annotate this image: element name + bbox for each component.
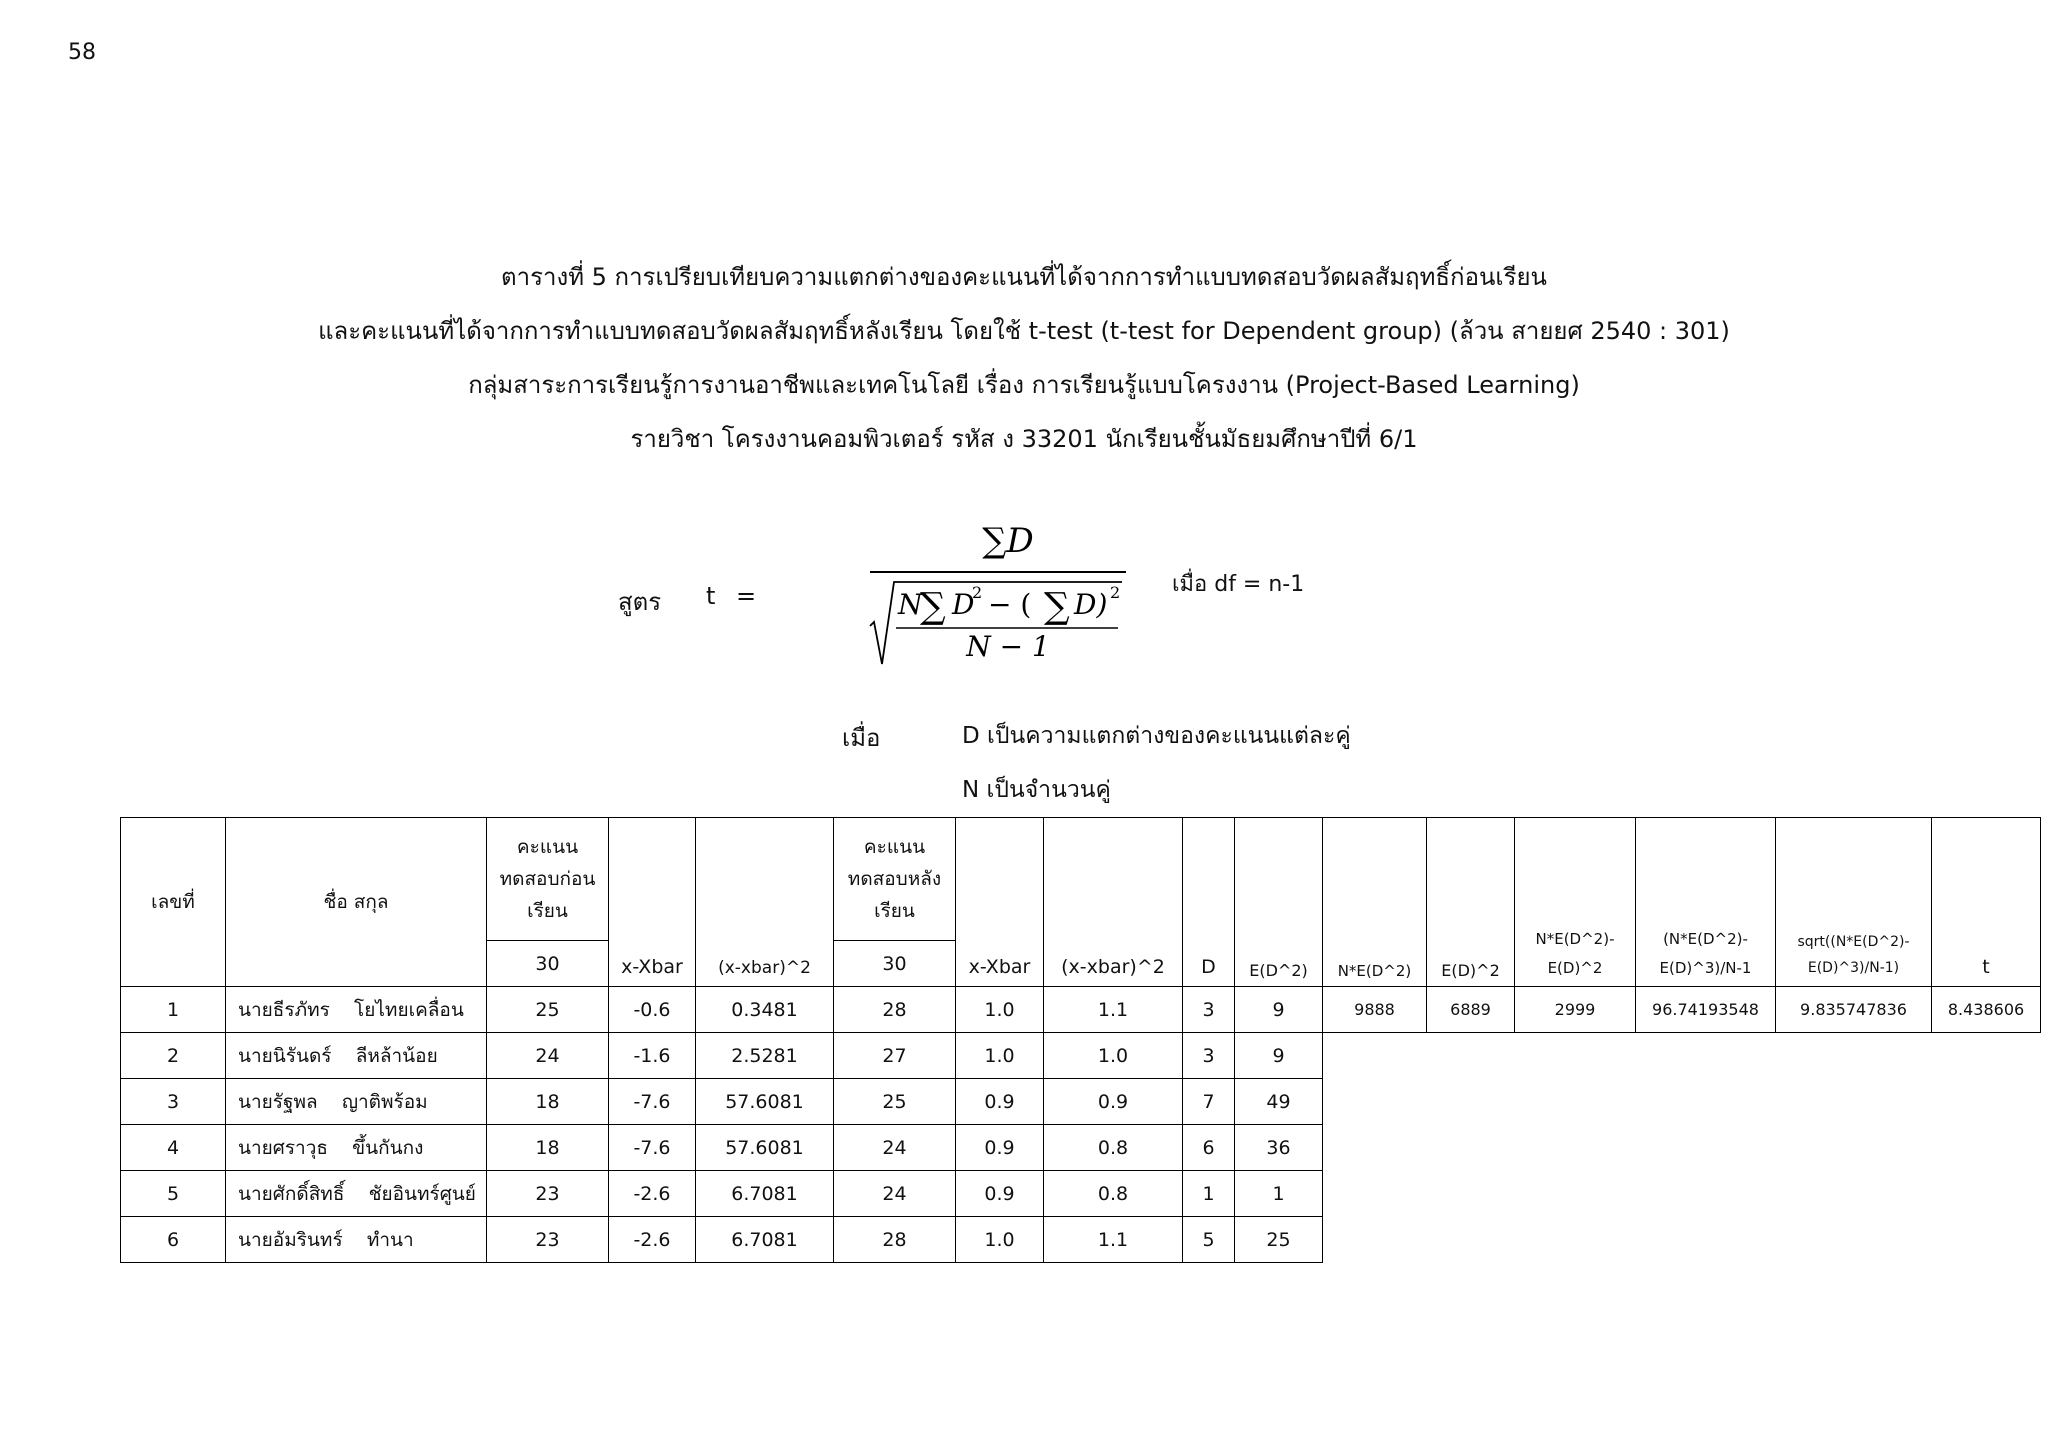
cell-pre: 25: [487, 987, 609, 1033]
cell-d: 6: [1183, 1125, 1235, 1171]
cell-first-name: นายธีรภัทร: [238, 998, 330, 1021]
cell-ed2: 49: [1235, 1079, 1323, 1125]
cell-d: 3: [1183, 987, 1235, 1033]
header-ratio-line2: E(D)^3)/N-1: [1659, 958, 1752, 977]
cell-ed2: 9: [1235, 987, 1323, 1033]
header-post-max: 30: [834, 941, 956, 987]
header-sq-post: (x-xbar)^2: [1044, 818, 1183, 987]
cell-no: 3: [121, 1079, 226, 1125]
cell-no: 6: [121, 1217, 226, 1263]
empty-cell: [1323, 1171, 2041, 1217]
cell-last-name: ทำนา: [366, 1228, 414, 1251]
formula-den-d2: D: [952, 588, 975, 621]
formula-equals: =: [736, 582, 757, 610]
table-row: [121, 1079, 2041, 1125]
formula-numerator: ∑D: [982, 521, 1034, 561]
cell-post: 24: [834, 1171, 956, 1217]
formula-t-symbol: t: [706, 582, 716, 610]
title-block: [0, 250, 2048, 466]
title-line-3: กลุ่มสาระการเรียนรู้การงานอาชีพและเทคโนโลยี เรื่อง การเรียนรู้แบบโครงงาน (Project-Based Learning): [468, 371, 1580, 399]
cell-x-xbar-pre: -2.6: [609, 1217, 696, 1263]
empty-cell: [1323, 1033, 2041, 1079]
formula-label: สูตร: [618, 588, 662, 616]
table-row: [121, 987, 2041, 1033]
cell-d: 5: [1183, 1217, 1235, 1263]
table-row: [121, 1033, 2041, 1079]
cell-pre: 23: [487, 1217, 609, 1263]
cell-first-name: นายศราวุธ: [238, 1136, 328, 1159]
cell-sq-pre: 0.3481: [696, 987, 834, 1033]
header-post-line3: เรียน: [874, 900, 915, 923]
header-post-line2: ทดสอบหลัง: [847, 867, 942, 890]
cell-sq-pre: 6.7081: [696, 1171, 834, 1217]
cell-name: [226, 1171, 487, 1217]
definition-n: N เป็นจำนวนคู่: [962, 777, 1111, 803]
header-sqrt-line2: E(D)^3)/N-1): [1807, 960, 1900, 977]
table-row: [121, 1125, 2041, 1171]
header-sqrt-line1: sqrt((N*E(D^2)-: [1797, 933, 1910, 950]
cell-name: [226, 1125, 487, 1171]
cell-sq-pre: 2.5281: [696, 1033, 834, 1079]
cell-post: 24: [834, 1125, 956, 1171]
cell-last-name: ลีหล้าน้อย: [355, 1044, 438, 1067]
cell-pre: 18: [487, 1125, 609, 1171]
cell-no: 2: [121, 1033, 226, 1079]
header-d: D: [1183, 818, 1235, 987]
cell-x-xbar-post: 0.9: [956, 1125, 1044, 1171]
cell-post: 27: [834, 1033, 956, 1079]
cell-name: [226, 987, 487, 1033]
empty-cell: [1323, 1079, 2041, 1125]
cell-name: [226, 1079, 487, 1125]
formula-den-d: D): [1074, 588, 1108, 621]
header-pre-score: [487, 818, 609, 941]
formula-den-exp2: 2: [1110, 583, 1121, 602]
formula-den-exp: 2: [972, 583, 983, 602]
cell-last-name: โยไทยเคลื่อน: [354, 998, 464, 1021]
header-diff-line1: N*E(D^2)-: [1535, 930, 1615, 948]
formula-den-n: N: [898, 588, 923, 621]
header-pre-line2: ทดสอบก่อน: [499, 867, 596, 890]
cell-x-xbar-post: 0.9: [956, 1171, 1044, 1217]
cell-first-name: นายนิรันดร์: [238, 1044, 332, 1067]
cell-pre: 18: [487, 1079, 609, 1125]
header-diff-line2: E(D)^2: [1547, 958, 1603, 977]
cell-sq-post: 1.1: [1044, 1217, 1183, 1263]
cell-sq-post: 0.8: [1044, 1125, 1183, 1171]
cell-d: 3: [1183, 1033, 1235, 1079]
cell-ed2: 9: [1235, 1033, 1323, 1079]
cell-x-xbar-pre: -7.6: [609, 1125, 696, 1171]
header-diff: [1515, 818, 1636, 987]
title-line-1: ตารางที่ 5 การเปรียบเทียบความแตกต่างของคะแนนที่ได้จากการทำแบบทดสอบวัดผลสัมฤทธิ์ก่อนเรียน: [501, 263, 1547, 291]
header-ratio-line1: (N*E(D^2)-: [1663, 930, 1748, 948]
header-x-xbar-pre: x-Xbar: [609, 818, 696, 987]
cell-sqrt: 9.835747836: [1776, 987, 1932, 1033]
header-ratio: [1636, 818, 1776, 987]
cell-ed-sq: 6889: [1427, 987, 1515, 1033]
cell-post: 25: [834, 1079, 956, 1125]
cell-d: 1: [1183, 1171, 1235, 1217]
formula-den-sum2: ∑: [1044, 586, 1070, 627]
cell-sq-post: 0.9: [1044, 1079, 1183, 1125]
cell-n-ed2: 9888: [1323, 987, 1427, 1033]
cell-no: 4: [121, 1125, 226, 1171]
cell-t: 8.438606: [1932, 987, 2041, 1033]
cell-sq-post: 1.0: [1044, 1033, 1183, 1079]
cell-first-name: นายศักดิ์สิทธิ์: [238, 1182, 345, 1205]
formula-den-bottom: N − 1: [966, 630, 1050, 663]
score-comparison-table: [120, 817, 2041, 1263]
cell-sq-pre: 57.6081: [696, 1125, 834, 1171]
header-x-xbar-post: x-Xbar: [956, 818, 1044, 987]
cell-x-xbar-pre: -7.6: [609, 1079, 696, 1125]
cell-x-xbar-pre: -2.6: [609, 1171, 696, 1217]
cell-ratio: 96.74193548: [1636, 987, 1776, 1033]
table-header-row: [121, 818, 2041, 941]
cell-x-xbar-post: 1.0: [956, 1033, 1044, 1079]
cell-x-xbar-pre: -1.6: [609, 1033, 696, 1079]
cell-last-name: ชัยอินทร์ศูนย์: [368, 1182, 476, 1205]
cell-no: 1: [121, 987, 226, 1033]
cell-ed2: 25: [1235, 1217, 1323, 1263]
cell-diff: 2999: [1515, 987, 1636, 1033]
cell-ed2: 36: [1235, 1125, 1323, 1171]
table-row: [121, 1171, 2041, 1217]
header-pre-max: 30: [487, 941, 609, 987]
title-line-2: และคะแนนที่ได้จากการทำแบบทดสอบวัดผลสัมฤทธิ์หลังเรียน โดยใช้ t-test (t-test for Dependent group) (ล้วน สายยศ 2540 : 301): [318, 317, 1730, 345]
cell-post: 28: [834, 987, 956, 1033]
header-pre-line1: คะแนน: [516, 835, 579, 858]
header-post-line1: คะแนน: [863, 835, 926, 858]
cell-sq-post: 1.1: [1044, 987, 1183, 1033]
t-test-formula: [860, 516, 1136, 666]
formula-den-sum: ∑: [920, 586, 946, 627]
cell-first-name: นายอัมรินทร์: [238, 1228, 343, 1251]
cell-post: 28: [834, 1217, 956, 1263]
cell-pre: 23: [487, 1171, 609, 1217]
header-sq-pre: (x-xbar)^2: [696, 818, 834, 987]
definition-prefix: เมื่อ: [842, 724, 881, 752]
cell-sq-post: 0.8: [1044, 1171, 1183, 1217]
header-no: เลขที่: [121, 818, 226, 987]
cell-x-xbar-post: 0.9: [956, 1079, 1044, 1125]
header-n-ed2: N*E(D^2): [1323, 818, 1427, 987]
header-ed-sq: E(D)^2: [1427, 818, 1515, 987]
cell-x-xbar-post: 1.0: [956, 1217, 1044, 1263]
header-t: t: [1932, 818, 2041, 987]
header-post-score: [834, 818, 956, 941]
cell-name: [226, 1033, 487, 1079]
cell-pre: 24: [487, 1033, 609, 1079]
cell-sq-pre: 6.7081: [696, 1217, 834, 1263]
cell-first-name: นายรัฐพล: [238, 1090, 318, 1113]
cell-x-xbar-pre: -0.6: [609, 987, 696, 1033]
cell-x-xbar-post: 1.0: [956, 987, 1044, 1033]
title-line-4: รายวิชา โครงงานคอมพิวเตอร์ รหัส ง 33201 นักเรียนชั้นมัธยมศึกษาปีที่ 6/1: [630, 425, 1418, 453]
header-name: ชื่อ สกุล: [226, 818, 487, 987]
cell-d: 7: [1183, 1079, 1235, 1125]
header-pre-line3: เรียน: [527, 900, 568, 923]
formula-den-minus: − (: [988, 588, 1032, 621]
definition-d: D เป็นความแตกต่างของคะแนนแต่ละคู่: [962, 723, 1351, 749]
cell-ed2: 1: [1235, 1171, 1323, 1217]
cell-no: 5: [121, 1171, 226, 1217]
empty-cell: [1323, 1125, 2041, 1171]
header-ed2: E(D^2): [1235, 818, 1323, 987]
page-number: 58: [68, 40, 96, 65]
cell-last-name: ขึ้นกันกง: [352, 1136, 424, 1159]
header-sqrt: [1776, 818, 1932, 987]
cell-sq-pre: 57.6081: [696, 1079, 834, 1125]
cell-name: [226, 1217, 487, 1263]
formula-note: เมื่อ df = n-1: [1172, 572, 1305, 597]
empty-cell: [1323, 1217, 2041, 1263]
cell-last-name: ญาติพร้อม: [341, 1090, 428, 1113]
table-row: [121, 1217, 2041, 1263]
